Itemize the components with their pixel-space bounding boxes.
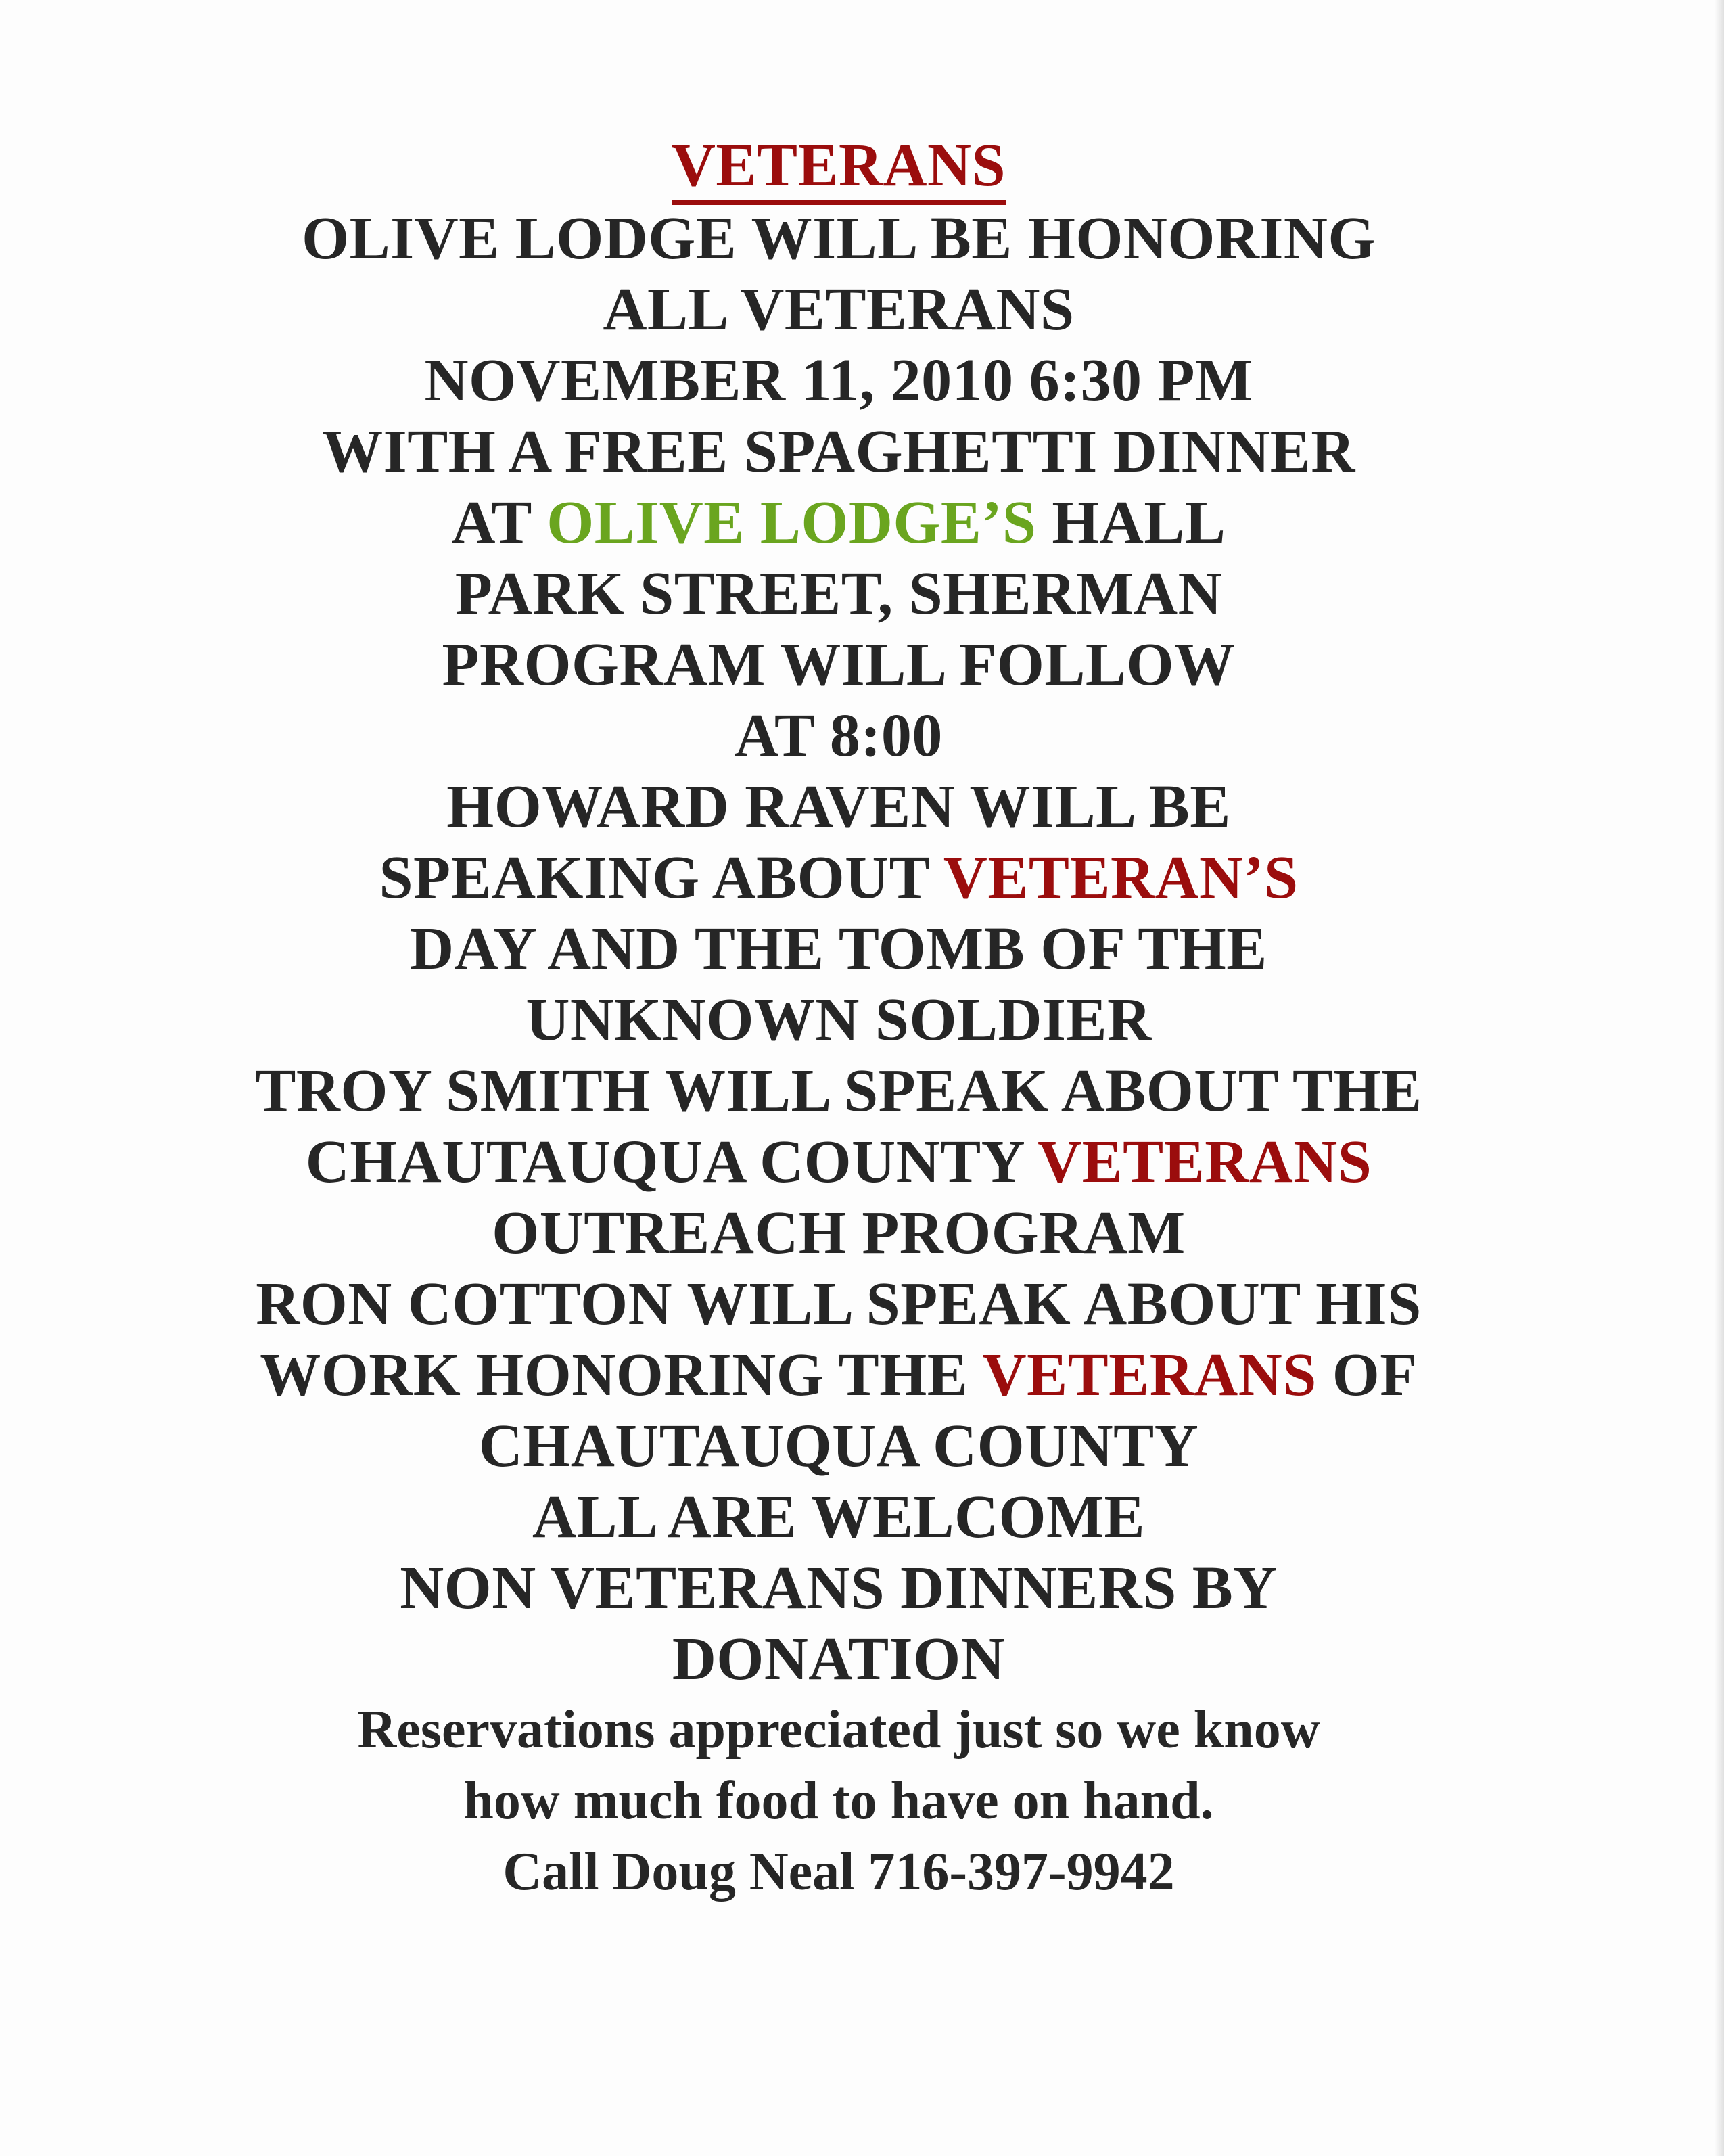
olive-lodge-highlight: OLIVE LODGE’S: [546, 489, 1037, 556]
flyer-line-all-veterans: ALL VETERANS: [603, 276, 1075, 343]
flyer-line-speaking-about: SPEAKING ABOUT VETERAN’S: [379, 844, 1299, 911]
flyer-line-unknown-soldier: UNKNOWN SOLDIER: [526, 986, 1152, 1053]
flyer-line-work-honoring: WORK HONORING THE VETERANS OF: [260, 1341, 1418, 1408]
flyer-line-program-time: AT 8:00: [735, 702, 943, 769]
scan-edge-shadow: [1715, 0, 1724, 2156]
flyer-line-reservations: Reservations appreciated just so we know: [357, 1700, 1320, 1760]
flyer-line-welcome: ALL ARE WELCOME: [532, 1484, 1146, 1551]
veterans-day-highlight: VETERAN’S: [943, 844, 1299, 911]
flyer-line-chautauqua-county: CHAUTAUQUA COUNTY: [478, 1413, 1199, 1480]
flyer-line-food: how much food to have on hand.: [463, 1771, 1214, 1831]
flyer-line-program: PROGRAM WILL FOLLOW: [442, 631, 1236, 698]
veterans-highlight-1: VETERANS: [1038, 1128, 1372, 1195]
flyer-line-dinner: WITH A FREE SPAGHETTI DINNER: [322, 418, 1355, 485]
flyer-line-tomb: DAY AND THE TOMB OF THE: [410, 915, 1267, 982]
veterans-flyer: [0, 129, 1677, 1908]
flyer-line-ron-cotton: RON COTTON WILL SPEAK ABOUT HIS: [256, 1270, 1422, 1337]
flyer-line-outreach: OUTREACH PROGRAM: [492, 1199, 1186, 1266]
flyer-line-howard-raven: HOWARD RAVEN WILL BE: [446, 773, 1231, 840]
flyer-line-date-time: NOVEMBER 11, 2010 6:30 PM: [424, 347, 1253, 414]
flyer-line-hall: AT OLIVE LODGE’S HALL: [451, 489, 1226, 556]
flyer-line-county-veterans: CHAUTAUQUA COUNTY VETERANS: [305, 1128, 1372, 1195]
flyer-title: VETERANS: [0, 129, 1677, 203]
flyer-line-donation: DONATION: [672, 1626, 1006, 1693]
veterans-highlight-2: VETERANS: [982, 1341, 1317, 1408]
flyer-line-contact: Call Doug Neal 716-397-9942: [503, 1842, 1175, 1902]
flyer-line-troy-smith: TROY SMITH WILL SPEAK ABOUT THE: [255, 1057, 1422, 1124]
flyer-line-non-veterans: NON VETERANS DINNERS BY: [400, 1555, 1278, 1622]
flyer-line-honoring: OLIVE LODGE WILL BE HONORING: [302, 205, 1376, 272]
flyer-line-address: PARK STREET, SHERMAN: [455, 560, 1223, 627]
